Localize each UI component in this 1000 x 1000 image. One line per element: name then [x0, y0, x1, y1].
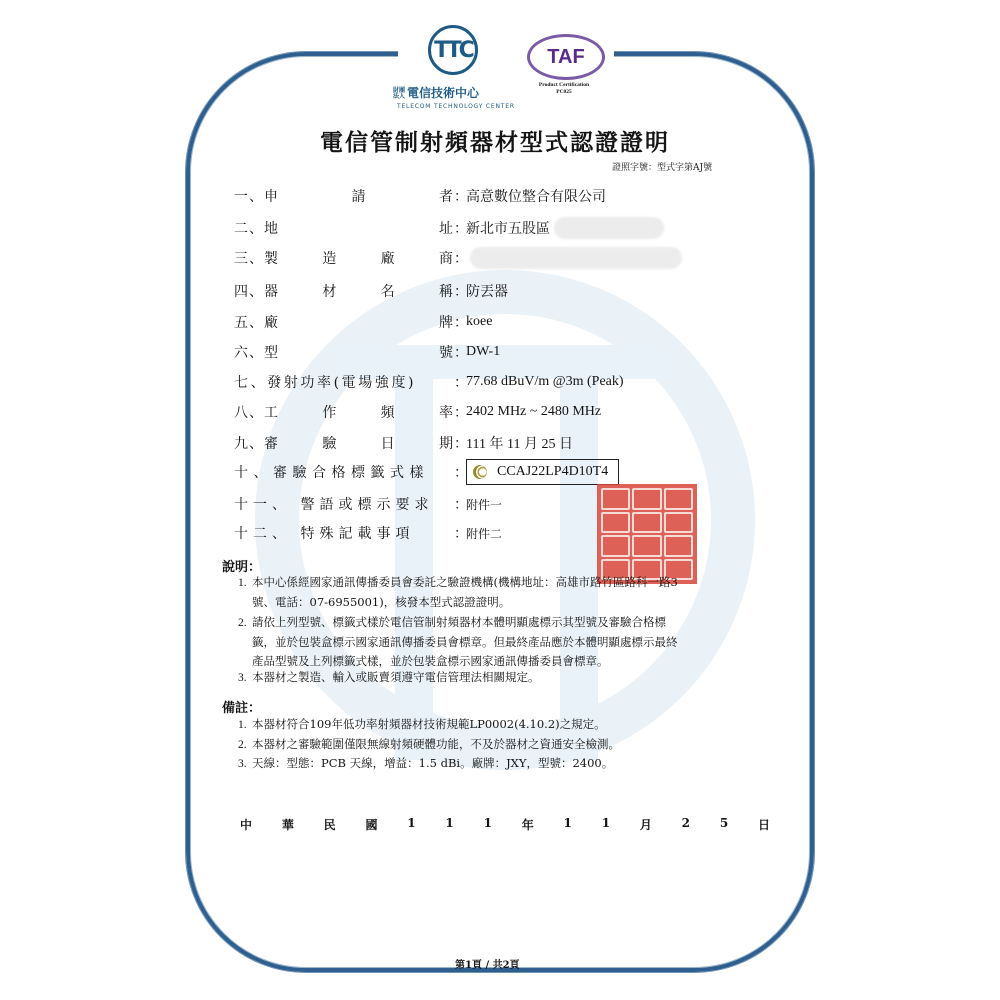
field-address [234, 218, 664, 238]
item-text: 本器材符合109年低功率射頻器材技術規範LP0002(4.10.2)之規定。 [252, 717, 606, 731]
colon: ： [454, 345, 468, 361]
colon: ： [454, 497, 468, 513]
colon: ： [454, 465, 468, 481]
item-number: 1. [238, 577, 247, 589]
ttc-org-name [393, 84, 479, 101]
field-frequency [234, 402, 601, 422]
field-manufacturer [234, 248, 682, 268]
field-label: 六、型 號 [234, 345, 454, 361]
item-text: 本器材之製造、輸入或販賣須遵守電信管理法相關規定。 [252, 670, 540, 684]
item-number: 1. [238, 719, 247, 731]
field-value: 2402 MHz ~ 2480 MHz [466, 404, 602, 419]
field-label: 二、地 址 [234, 221, 454, 237]
remarks-title: 備註： [222, 701, 262, 716]
field-label: 七、發射功率(電場強度) [234, 375, 417, 391]
field-label: 四、器 材 名 稱 [234, 284, 454, 300]
item-text: 請依上列型號、標籤式樣於電信管制射頻器材本體明顯處標示其型號及審驗合格標 [252, 615, 666, 629]
field-review-date [234, 433, 573, 453]
explanation-title: 說明： [222, 560, 262, 575]
official-seal [597, 484, 697, 584]
colon: ： [454, 221, 468, 237]
colon: ： [454, 526, 468, 542]
item-text-cont: 號、電話：07-6955001)，核發本型式認證證明。 [252, 595, 511, 609]
field-value: 防丟器 [466, 285, 508, 300]
field-emission-power [234, 372, 624, 392]
issue-date: 中 華 民 國 1 1 1 年 1 1 月 2 5 日 [240, 816, 770, 832]
item-text-cont: 產品型號及上列標籤式樣，並於包裝盒標示國家通訊傳播委員會標章。 [252, 654, 609, 668]
colon: ： [454, 189, 468, 205]
field-value: 附件一 [466, 497, 503, 512]
field-label: 八、工 作 頻 率 [234, 405, 454, 421]
item-number: 2. [238, 739, 247, 751]
explanation-item-3 [238, 668, 786, 688]
org-name-prefix: 財團法人 [393, 86, 406, 100]
remarks-item-2 [238, 735, 786, 755]
remarks-item-3 [238, 754, 786, 774]
colon: ： [454, 315, 468, 331]
field-value: koee [466, 314, 493, 329]
item-text: 本器材之審驗範圍僅限無線射頻硬體功能，不及於器材之資通安全檢測。 [252, 737, 620, 751]
item-text-cont: 籤，並於包裝盒標示國家通訊傳播委員會標章。但最終產品應於本體明顯處標示最終 [252, 635, 678, 649]
field-applicant [234, 186, 606, 206]
colon: ： [454, 375, 468, 391]
approval-code: CCAJ22LP4D10T4 [497, 464, 609, 479]
document-title: 電信管制射頻器材型式認證證明 [320, 130, 670, 156]
field-value: 新北市五股區 [466, 222, 550, 237]
taf-sub-line-2: PC025 [556, 89, 572, 95]
field-value: DW-1 [466, 344, 501, 359]
colon: ： [454, 251, 468, 267]
field-value: 111 年 11 月 25 日 [466, 437, 573, 452]
explanation-item-2 [238, 613, 786, 671]
field-value: 高意數位整合有限公司 [466, 190, 606, 205]
field-label: 九、審 驗 日 期 [234, 436, 454, 452]
field-brand [234, 312, 492, 332]
item-text: 天線：型態：PCB 天線，增益：1.5 dBi。廠牌：JXY，型號：2400。 [252, 756, 614, 770]
taf-sub-line-1: Product Certification [538, 82, 590, 88]
org-name: 電信技術中心 [407, 86, 480, 100]
ttc-logo: TTC [428, 25, 478, 75]
field-label: 一、申 請 者 [234, 189, 454, 205]
field-model [234, 342, 500, 362]
explanation-item-1 [238, 573, 786, 612]
ttc-org-name-en: TELECOM TECHNOLOGY CENTER [397, 103, 515, 110]
taf-subtitle [534, 82, 594, 96]
approval-mark-box [466, 459, 619, 485]
remarks-item-1 [238, 715, 786, 735]
field-label: 五、廠 牌 [234, 315, 454, 331]
certificate-number: 證照字號：型式字第AJ號 [612, 163, 713, 173]
page-indicator: 第1頁 / 共2頁 [455, 960, 520, 971]
ncc-mark-icon [473, 465, 487, 479]
field-special-notes [234, 523, 502, 543]
redacted-block [554, 217, 664, 239]
field-label: 十二、 特殊記載事項 [234, 526, 415, 542]
taf-logo: TAF [527, 34, 605, 80]
item-number: 3. [238, 672, 247, 684]
field-label: 十、審驗合格標籤式樣 [234, 465, 429, 481]
colon: ： [454, 405, 468, 421]
field-label: 十一、 警語或標示要求 [234, 497, 434, 513]
colon: ： [454, 436, 468, 452]
field-label-sample [234, 462, 619, 482]
field-label: 三、製 造 廠 商 [234, 251, 454, 267]
field-product-name [234, 281, 508, 301]
item-number: 3. [238, 758, 247, 770]
item-number: 2. [238, 617, 247, 629]
colon: ： [454, 284, 468, 300]
field-value: 77.68 dBuV/m @3m (Peak) [466, 374, 624, 389]
item-text: 本中心係經國家通訊傳播委員會委託之驗證機構(機構地址：高雄市路竹區路科一路3 [252, 575, 678, 589]
field-value: 附件二 [466, 526, 503, 541]
redacted-block [470, 247, 682, 269]
field-warning-requirements [234, 494, 502, 514]
